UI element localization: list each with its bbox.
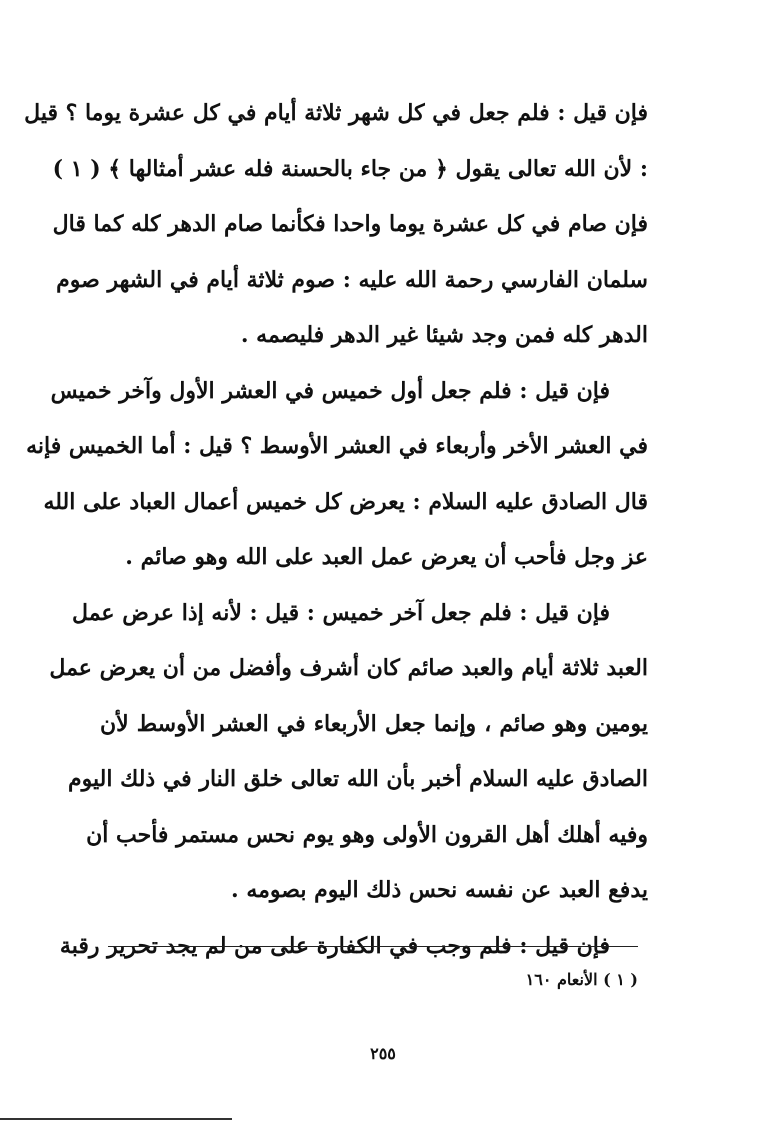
text-line: يومين وهو صائم ، وإنما جعل الأربعاء في العشر الأوسط لأن	[100, 710, 648, 737]
text-line: وفيه أهلك أهل القرون الأولى وهو يوم نحس مستمر فأحب أن	[86, 821, 648, 848]
text-line: يدفع العبد عن نفسه نحس ذلك اليوم بصومه .	[231, 877, 648, 903]
text-line: : لأن الله تعالى يقول ﴿ من جاء بالحسنة فله عشر أمثالها ﴾ ( ١ )	[52, 155, 648, 182]
text-line: فإن قيل : فلم جعل أول خميس في العشر الأول وآخر خميس	[50, 377, 610, 404]
footnote-divider	[108, 946, 638, 947]
text-line: فإن قيل : فلم جعل في كل شهر ثلاثة أيام في كل عشرة يوما ؟ قيل	[24, 100, 648, 126]
text-line: فإن قيل : فلم جعل آخر خميس : قيل : لأنه إذا عرض عمل	[72, 599, 610, 626]
text-line: العبد ثلاثة أيام والعبد صائم كان أشرف وأفضل من أن يعرض عمل	[49, 655, 648, 681]
text-line: قال الصادق عليه السلام : يعرض كل خميس أعمال العباد على الله	[43, 488, 648, 515]
text-line: الصادق عليه السلام أخبر بأن الله تعالى خلق النار في ذلك اليوم	[68, 766, 648, 792]
text-line: فإن قيل : فلم وجب في الكفارة على من لم يجد تحرير رقبة	[59, 932, 610, 959]
text-line: في العشر الأخر وأربعاء في العشر الأوسط ؟ قيل : أما الخميس فإنه	[26, 433, 648, 459]
text-line: سلمان الفارسي رحمة الله عليه : صوم ثلاثة أيام في الشهر صوم	[56, 266, 648, 293]
body-text	[24, 86, 648, 974]
text-line: عز وجل فأحب أن يعرض عمل العبد على الله وهو صائم .	[125, 544, 648, 570]
text-line: الدهر كله فمن وجد شيئا غير الدهر فليصمه .	[240, 322, 648, 348]
page-number: ٢٥٥	[370, 1044, 396, 1063]
footnote: ( ١ ) الأنعام ١٦٠	[525, 970, 638, 989]
scan-edge-line	[0, 1118, 232, 1120]
text-line: فإن صام في كل عشرة يوما واحدا فكأنما صام الدهر كله كما قال	[52, 211, 648, 237]
